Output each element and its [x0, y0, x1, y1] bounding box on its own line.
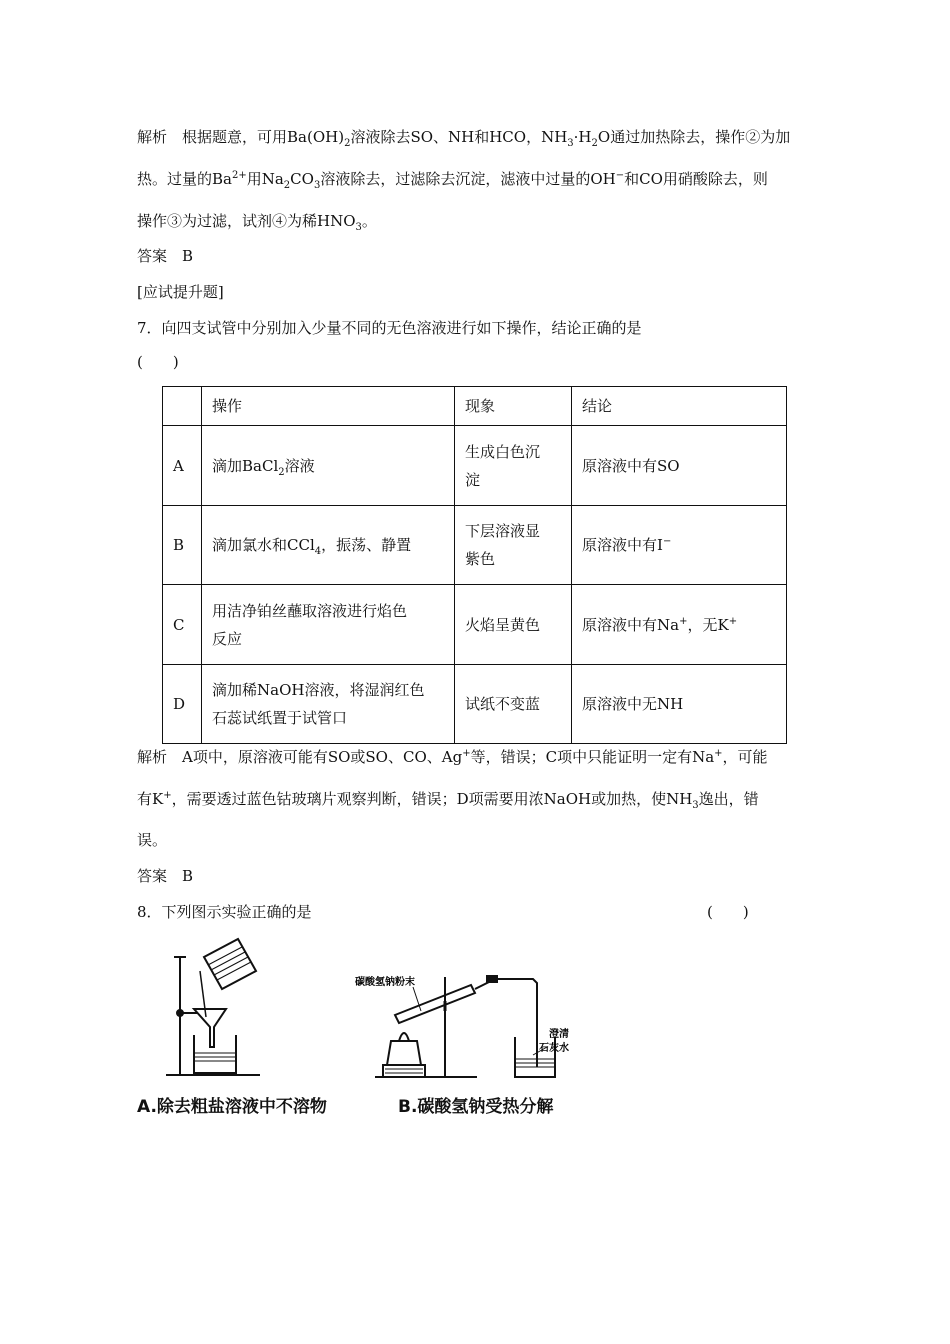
analysis2-line3: 误。 — [137, 831, 168, 849]
table-row — [163, 426, 787, 506]
question-7-table — [162, 386, 787, 744]
row-conclusion: 原溶液中有Na+，无K+ — [572, 585, 787, 665]
table-header-cell: 结论 — [572, 387, 787, 426]
row-operation: 用洁净铂丝蘸取溶液进行焰色 反应 — [202, 585, 455, 665]
analysis1-line1: 解析 根据题意，可用$Ba(OH)_2$溶液除去SO、NH和HCO，$NH_3\cdot H_2O$通过加热除去，操作②为加 — [137, 128, 791, 149]
row-conclusion: 原溶液中有I− — [572, 506, 787, 585]
figure-b-label-powder: 碳酸氢钠粉末 — [355, 977, 415, 988]
answer-1: 答案 B — [137, 247, 194, 265]
figure-b-label-clear: 澄清 — [549, 1029, 569, 1040]
row-label: C — [163, 585, 202, 665]
figure-b-label-limewater: 石灰水 — [539, 1043, 569, 1054]
section-heading: [应试提升题] — [137, 283, 224, 301]
row-operation: 滴加BaCl$_2$溶液 — [202, 426, 455, 506]
question-7-stem: 7．向四支试管中分别加入少量不同的无色溶液进行如下操作，结论正确的是 — [137, 319, 642, 337]
table-row — [163, 665, 787, 744]
row-phenomenon: 下层溶液显 紫色 — [455, 506, 572, 585]
row-phenomenon: 生成白色沉 淀 — [455, 426, 572, 506]
question-7-answer-paren: ( ) — [137, 353, 179, 371]
analysis1-line3: 操作③为过滤，试剂④为稀$HNO_3$。 — [137, 212, 377, 233]
table-header-cell: 操作 — [202, 387, 455, 426]
analysis1-line2: 热。过量的$Ba^{2+}$用$Na_2CO_3$溶液除去，过滤除去沉淀，滤液中过量的OH−和CO用硝酸除去，则 — [137, 170, 768, 191]
row-operation: 滴加稀NaOH溶液，将湿润红色 石蕊试纸置于试管口 — [202, 665, 455, 744]
table-header-row — [163, 387, 787, 426]
question-8-answer-paren: ( ) — [707, 903, 749, 921]
row-label: A — [163, 426, 202, 506]
answer-2: 答案 B — [137, 867, 194, 885]
row-conclusion: 原溶液中无NH — [572, 665, 787, 744]
table-header-cell: 现象 — [455, 387, 572, 426]
row-conclusion: 原溶液中有SO — [572, 426, 787, 506]
analysis2-line1: 解析 A项中，原溶液可能有SO或SO、CO、Ag+等，错误；C项中只能证明一定有Na+，可能 — [137, 748, 768, 766]
analysis2-line2: 有K+，需要透过蓝色钴玻璃片观察判断，错误；D项需要用浓NaOH或加热，使$NH_3$逸出，错 — [137, 790, 759, 811]
row-phenomenon: 火焰呈黄色 — [455, 585, 572, 665]
table-row — [163, 585, 787, 665]
question-8-stem: 8．下列图示实验正确的是 — [137, 903, 312, 921]
filtration-apparatus-figure — [160, 935, 270, 1085]
row-label: B — [163, 506, 202, 585]
row-phenomenon: 试纸不变蓝 — [455, 665, 572, 744]
figure-a-caption: A.除去粗盐溶液中不溶物 — [137, 1097, 327, 1117]
figure-b-caption: B.碳酸氢钠受热分解 — [398, 1097, 554, 1117]
heating-apparatus-figure — [355, 955, 585, 1085]
table-header-cell — [163, 387, 202, 426]
table-row — [163, 506, 787, 585]
row-operation: 滴加氯水和CCl$_4$，振荡、静置 — [202, 506, 455, 585]
row-label: D — [163, 665, 202, 744]
